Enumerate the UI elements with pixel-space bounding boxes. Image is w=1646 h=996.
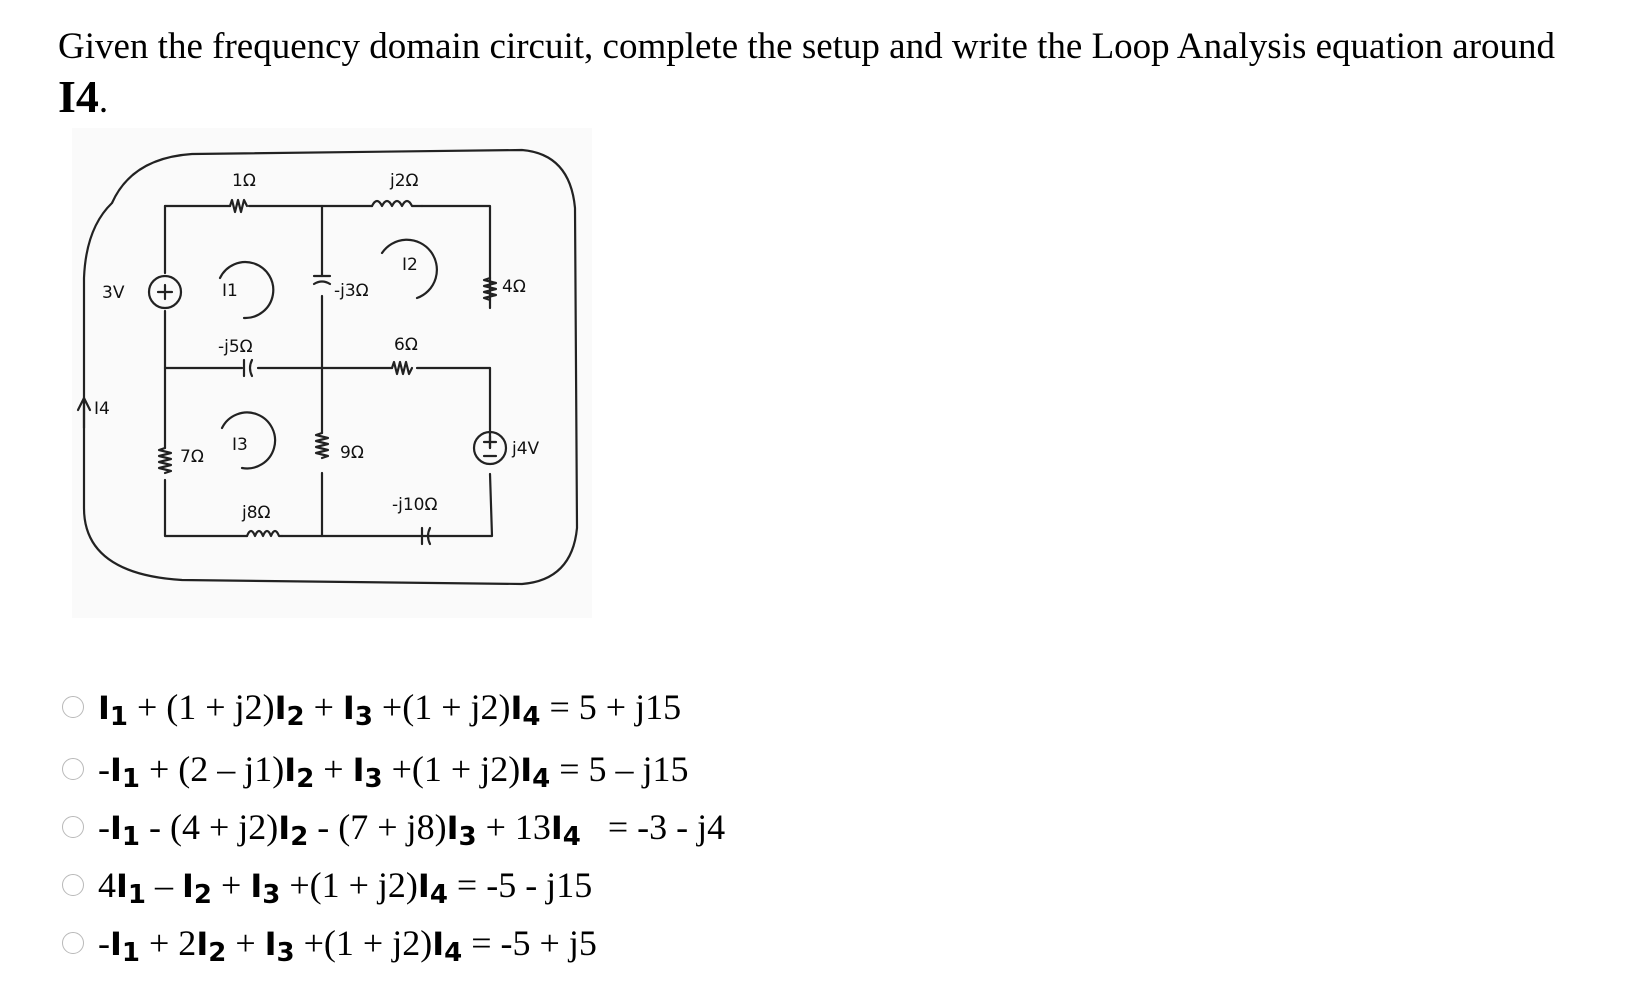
label-loop-i1: I1 [222, 281, 238, 301]
option-2-equation: $-I_1 + (2 - j1)I_2 + I_3 +(1 + j2)I_4 = 5 - j15$ [98, 749, 689, 794]
label-loop-i4: I4 [94, 399, 110, 419]
circuit-diagram [72, 128, 592, 618]
label-j5ohm: -j5Ω [218, 337, 253, 357]
answer-option-3[interactable] [62, 802, 725, 852]
radio-option-3[interactable] [62, 816, 84, 838]
label-1ohm: 1Ω [232, 171, 256, 191]
question-text [58, 22, 1628, 126]
question-loop-variable: I4 [58, 71, 99, 122]
label-j8ohm: j8Ω [242, 503, 271, 523]
radio-option-5[interactable] [62, 932, 84, 954]
label-j2ohm: j2Ω [390, 171, 419, 191]
option-1-equation: $I_1 + (1 + j2)I_2 + I_3 +(1 + j2)I_4 = 5 + j15$ [98, 687, 682, 732]
label-j3ohm: -j3Ω [334, 281, 369, 301]
label-7ohm: 7Ω [180, 447, 204, 467]
label-loop-i3: I3 [232, 435, 248, 455]
label-3v: 3V [102, 283, 125, 303]
answer-option-2[interactable] [62, 744, 689, 794]
radio-option-1[interactable] [62, 696, 84, 718]
option-4-equation: $4I_1 - I_2 + I_3 +(1 + j2)I_4 = -5 - j15$ [98, 865, 593, 910]
option-3-equation: $-I_1 - (4 + j2)I_2 - (7 + j8)I_3 + 13I_4 = -3 - j4$ [98, 807, 726, 852]
question-prompt: Given the frequency domain circuit, complete the setup and write the Loop Analysis equation around [58, 26, 1556, 67]
option-5-equation: $-I_1 + 2I_2 + I_3 +(1 + j2)I_4 = -5 + j5$ [98, 923, 597, 968]
answer-option-4[interactable] [62, 860, 592, 910]
radio-option-4[interactable] [62, 874, 84, 896]
answer-option-1[interactable] [62, 682, 681, 732]
label-6ohm: 6Ω [394, 335, 418, 355]
label-9ohm: 9Ω [340, 443, 364, 463]
radio-option-2[interactable] [62, 758, 84, 780]
label-loop-i2: I2 [402, 255, 418, 275]
question-period: . [98, 80, 109, 121]
label-4ohm: 4Ω [502, 277, 526, 297]
answer-option-5[interactable] [62, 918, 597, 968]
label-j10ohm: -j10Ω [392, 495, 438, 515]
label-j4v-text: j4V [512, 439, 540, 459]
